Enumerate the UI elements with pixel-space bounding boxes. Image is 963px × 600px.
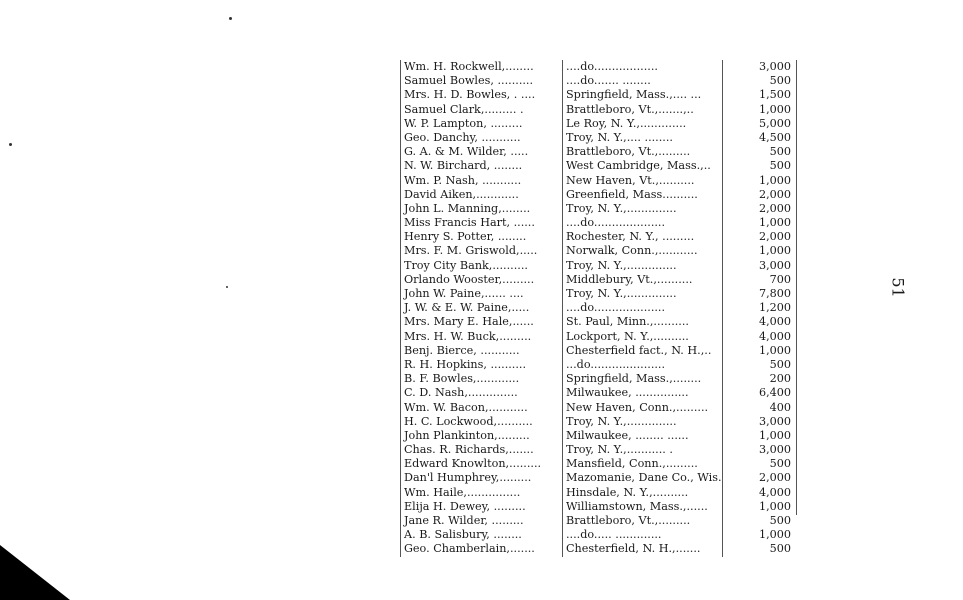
subscriber-place: Milwaukee, ............... [562,386,723,400]
ledger-row [400,287,800,301]
subscriber-name: Miss Francis Hart, ...... [400,216,562,230]
ledger-row [400,528,800,542]
ledger-row [400,188,800,202]
subscriber-name: John Plankinton,......... [400,429,562,443]
subscriber-name: John W. Paine,...... .... [400,287,562,301]
subscription-amount: 4,000 [758,485,791,499]
subscriber-place: Le Roy, N. Y.,............. [562,117,723,131]
subscriber-name: Edward Knowlton,......... [400,457,562,471]
ledger-row [400,415,800,429]
ledger-table [400,60,800,557]
subscription-amount: 500 [769,457,791,471]
subscription-amount: 1,000 [758,173,791,187]
subscription-amount: 1,000 [758,244,791,258]
subscription-amount: 3,000 [758,258,791,272]
subscription-amount: 2,000 [758,201,791,215]
subscriber-name: Troy City Bank,.......... [400,259,562,273]
subscription-amount: 500 [769,145,791,159]
subscription-amount: 7,800 [758,287,791,300]
subscription-amount: 1,000 [758,428,791,442]
subscriber-place: Springfield, Mass.,.... ... [562,88,723,102]
subscription-amount: 3,000 [758,443,791,457]
subscriber-place: Chesterfield fact., N. H.,.. [562,344,723,358]
subscription-amount: 3,000 [758,60,791,73]
subscriber-place: Hinsdale, N. Y.,.......... [562,486,723,500]
subscriber-name: Elija H. Dewey, ......... [400,500,562,514]
subscriber-place: New Haven, Conn.,......... [562,401,723,415]
subscriber-place: Troy, N. Y.,.... ........ [562,131,723,145]
subscription-amount: 4,000 [758,315,791,329]
subscriber-place: Troy, N. Y.,.............. [562,259,723,273]
ledger-row [400,443,800,457]
subscriber-name: Mrs. H. D. Bowles, . .... [400,88,562,102]
ledger-row [400,542,800,556]
subscriber-name: Mrs. Mary E. Hale,...... [400,315,562,329]
subscriber-name: Jane R. Wilder, ......... [400,514,562,528]
subscriber-name: David Aiken,............ [400,188,562,202]
subscription-amount: 500 [769,159,791,173]
ledger-row [400,131,800,145]
ledger-row [400,486,800,500]
subscriber-place: Mansfield, Conn.,......... [562,457,723,471]
ledger-row [400,344,800,358]
subscriber-name: G. A. & M. Wilder, ..... [400,145,562,159]
subscription-amount: 1,000 [758,216,791,230]
subscription-amount: 200 [769,372,791,386]
subscription-amount: 2,000 [758,187,791,201]
subscription-amount: 500 [769,514,791,527]
ledger-row [400,401,800,415]
ledger-row [400,216,800,230]
ledger-row [400,60,800,74]
subscriber-name: B. F. Bowles,............ [400,372,562,386]
ledger-row [400,230,800,244]
speck [9,143,12,146]
speck [229,17,232,20]
subscriber-place: Troy, N. Y.,.............. [562,415,723,429]
subscriber-name: Wm. Haile,............... [400,486,562,500]
subscriber-name: Samuel Bowles, .......... [400,74,562,88]
subscriber-place: ....do.................. [562,60,723,74]
subscription-amount: 700 [769,272,791,286]
subscription-amount: 1,200 [758,301,791,315]
subscriber-place: Troy, N. Y.,.............. [562,287,723,301]
subscriber-name: Dan'l Humphrey,......... [400,471,562,485]
subscriber-place: Norwalk, Conn.,........... [562,244,723,258]
subscriber-place: Mazomanie, Dane Co., Wis. [562,471,723,485]
subscriber-name: C. D. Nash,.............. [400,386,562,400]
subscriber-name: A. B. Salisbury, ........ [400,528,562,542]
subscription-amount: 2,000 [758,230,791,244]
column-rule [796,60,797,515]
subscriber-name: Chas. R. Richards,....... [400,443,562,457]
subscriber-name: H. C. Lockwood,.......... [400,415,562,429]
subscriber-name: Benj. Bierce, ........... [400,344,562,358]
ledger-row [400,117,800,131]
ledger-row [400,74,800,88]
ledger-row [400,471,800,485]
subscriber-place: Williamstown, Mass.,...... [562,500,723,514]
subscriber-name: Wm. P. Nash, ........... [400,174,562,188]
page-number: 51 [888,277,908,298]
subscriber-place: ....do..... ............. [562,528,723,542]
subscriber-name: J. W. & E. W. Paine,..... [400,301,562,315]
subscriber-name: W. P. Lampton, ......... [400,117,562,131]
ledger-row [400,159,800,173]
subscription-amount: 500 [769,357,791,371]
subscription-amount: 3,000 [758,414,791,428]
subscription-amount: 2,000 [758,471,791,485]
subscriber-name: Mrs. H. W. Buck,......... [400,330,562,344]
subscriber-place: Middlebury, Vt.,.......... [562,273,723,287]
subscriber-place: Chesterfield, N. H.,....... [562,542,723,556]
ledger-row [400,358,800,372]
subscription-amount: 1,500 [758,88,791,102]
ledger-row [400,386,800,400]
subscriber-place: Brattleboro, Vt.,......... [562,514,723,528]
subscriber-name: Henry S. Potter, ........ [400,230,562,244]
subscriber-place: Troy, N. Y.,.............. [562,202,723,216]
subscription-amount: 400 [769,400,791,414]
subscriber-place: Brattleboro, Vt.,.......,.. [562,103,723,117]
ledger-row [400,429,800,443]
subscriber-place: Brattleboro, Vt.,......... [562,145,723,159]
ledger-row [400,244,800,258]
ledger-row [400,372,800,386]
subscriber-name: N. W. Birchard, ........ [400,159,562,173]
subscriber-name: Mrs. F. M. Griswold,..... [400,244,562,258]
subscriber-place: Milwaukee, ........ ...... [562,429,723,443]
subscriber-place: St. Paul, Minn.,.......... [562,315,723,329]
subscriber-place: ....do.................... [562,216,723,230]
subscriber-name: Wm. H. Rockwell,........ [400,60,562,74]
subscription-amount: 500 [769,542,791,556]
subscriber-place: ....do....... ........ [562,74,723,88]
ledger-row [400,88,800,102]
ledger-row [400,273,800,287]
subscriber-place: Greenfield, Mass.......... [562,188,723,202]
subscriber-place: Troy, N. Y.,........... . [562,443,723,457]
subscription-amount: 1,000 [758,499,791,513]
ledger-row [400,457,800,471]
subscription-amount: 1,000 [758,102,791,116]
subscriber-name: John L. Manning,........ [400,202,562,216]
ledger-row [400,330,800,344]
ledger-row [400,174,800,188]
subscriber-name: Wm. W. Bacon,........... [400,401,562,415]
subscription-amount: 1,000 [758,528,791,542]
subscriber-place: Springfield, Mass.,........ [562,372,723,386]
subscriber-name: R. H. Hopkins, .......... [400,358,562,372]
subscription-amount: 500 [769,74,791,88]
subscriber-place: West Cambridge, Mass.,.. [562,159,723,173]
subscriber-name: Geo. Danchy, ........... [400,131,562,145]
subscriber-name: Orlando Wooster,......... [400,273,562,287]
ledger-row [400,145,800,159]
subscriber-name: Geo. Chamberlain,....... [400,542,562,556]
ledger-row [400,202,800,216]
ledger-row [400,500,800,514]
subscriber-place: ...do..................... [562,358,723,372]
subscription-amount: 1,000 [758,343,791,357]
subscriber-place: ....do.................... [562,301,723,315]
ledger-row [400,514,800,528]
subscriber-name: Samuel Clark,......... . [400,103,562,117]
subscription-amount: 4,000 [758,329,791,343]
ledger-row [400,301,800,315]
subscription-amount: 5,000 [758,116,791,130]
ledger-row [400,103,800,117]
speck [226,286,228,288]
subscriber-place: Rochester, N. Y., ......... [562,230,723,244]
ledger-row [400,315,800,329]
subscription-amount: 6,400 [758,386,791,400]
subscription-amount: 4,500 [758,130,791,144]
subscriber-place: New Haven, Vt.,.......... [562,174,723,188]
subscriber-place: Lockport, N. Y.,.......... [562,330,723,344]
ledger-row [400,259,800,273]
